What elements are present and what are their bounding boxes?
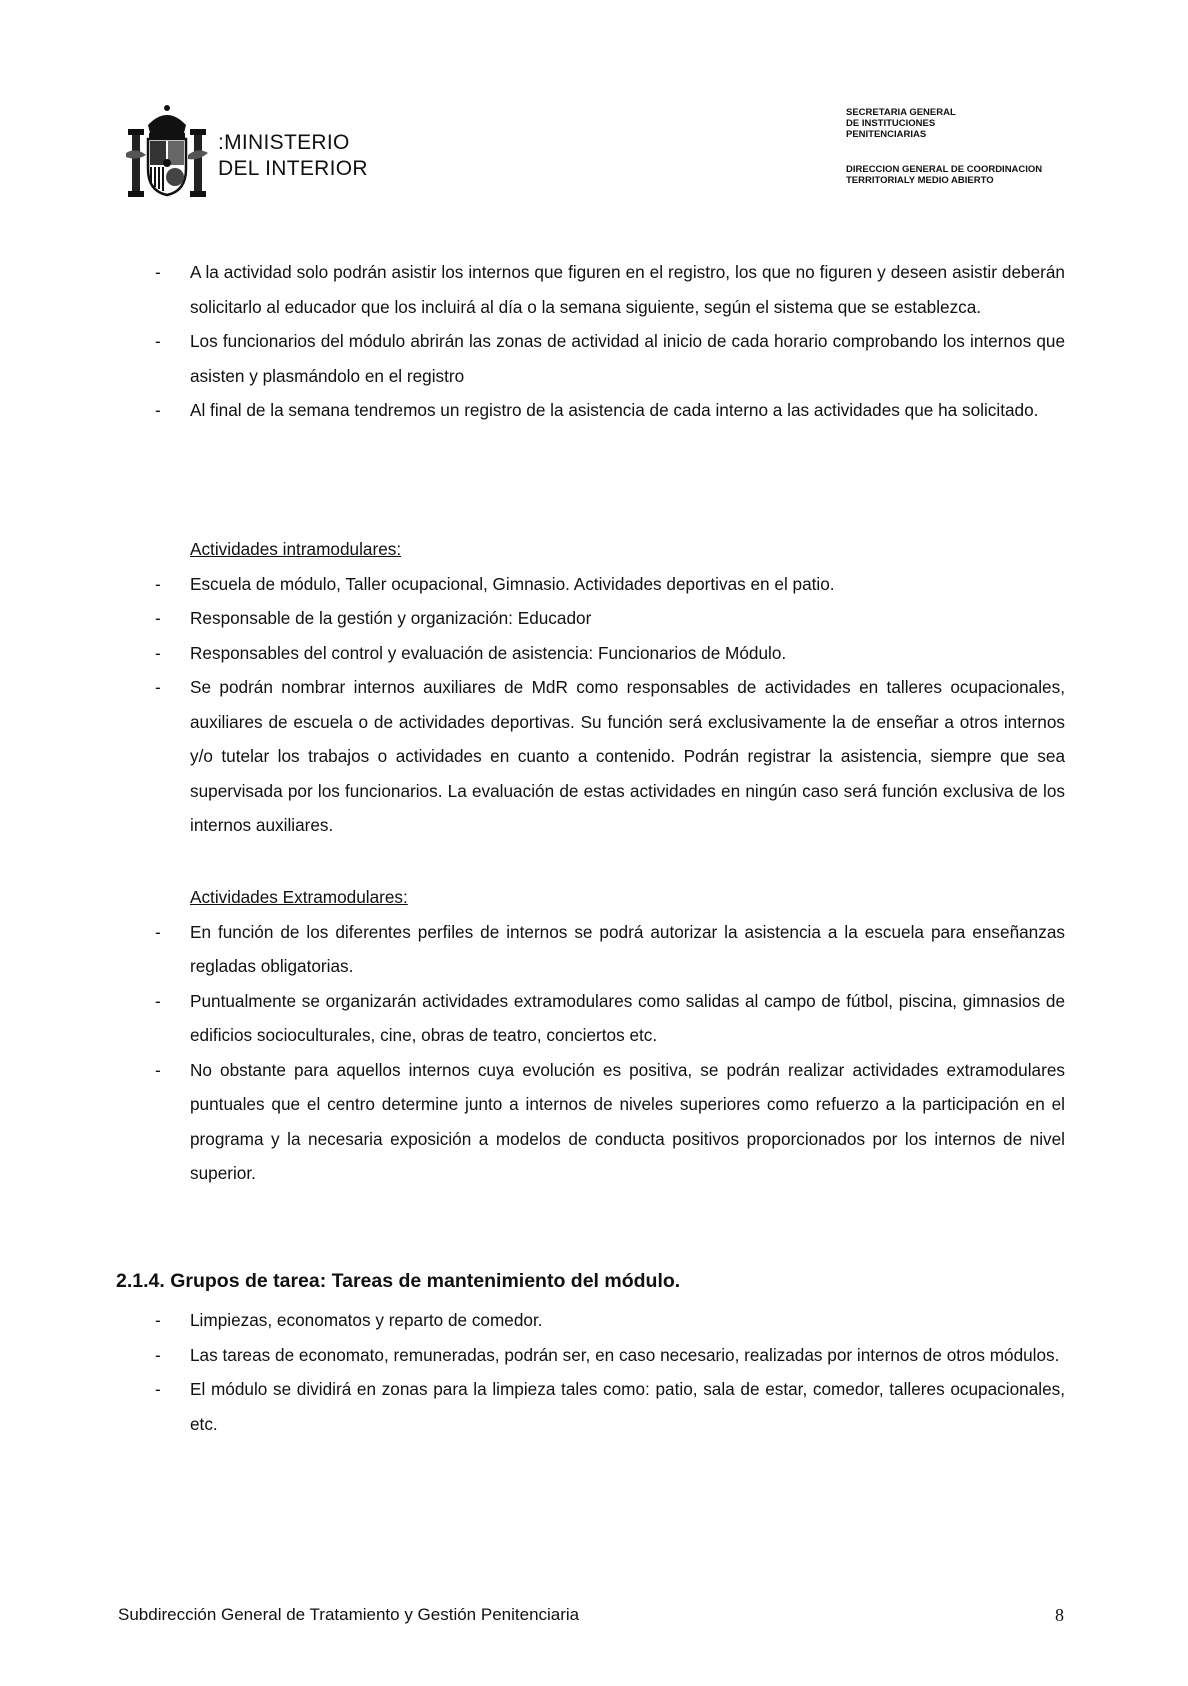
secretaria-line-3: PENITENCIARIAS: [846, 129, 927, 140]
list-item: - A la actividad solo podrán asistir los internos que figuren en el registro, los que no figuren y deseen asistir deberán solicitarlo al educador que los incluirá al día o la semana siguiente, según el sistema que se establezca.: [155, 262, 1065, 317]
secretaria-line-2: DE INSTITUCIONES: [846, 118, 936, 129]
list-item: - Se podrán nombrar internos auxiliares de MdR como responsables de actividades en talleres ocupacionales, auxiliares de escuela o de actividades deportivas. Su función será exclusivamente la de enseñar a otros internos y/o tutelar los trabajos o actividades en cuanto a contenido. Podrán registrar la asistencia, siempre que sea supervisada por los funcionarios. La evaluación de estas actividades en ningún caso será función exclusiva de los internos auxiliares.: [155, 677, 1065, 835]
direccion-line-2: TERRITORIALY MEDIO ABIERTO: [846, 175, 994, 186]
intramodular-activities: [150, 532, 1065, 843]
list-item: - En función de los diferentes perfiles de internos se podrá autorizar la asistencia a la escuela para enseñanzas regladas obligatorias.: [155, 921, 1065, 976]
ministry-line-2: DEL INTERIOR: [218, 157, 368, 180]
list-item: - El módulo se dividirá en zonas para la limpieza tales como: patio, sala de estar, comedor, talleres ocupacionales, etc.: [155, 1379, 1065, 1434]
ministry-name: [218, 130, 368, 182]
intramodular-title: Actividades intramodulares:: [190, 539, 402, 559]
header-right-block: [846, 107, 1042, 186]
direccion-line-1: DIRECCION GENERAL DE COORDINACION: [846, 164, 1043, 175]
list-item: - Responsable de la gestión y organización: Educador: [155, 608, 592, 628]
list-item: - Las tareas de economato, remuneradas, podrán ser, en caso necesario, realizadas por internos de otros módulos.: [155, 1344, 1060, 1365]
list-item: - Responsables del control y evaluación de asistencia: Funcionarios de Módulo.: [155, 642, 787, 663]
extramodular-activities: [150, 880, 1065, 1191]
page-number: 8: [1055, 1605, 1064, 1625]
page-footer: [118, 1605, 1064, 1625]
extramodular-title: Actividades Extramodulares:: [190, 887, 408, 907]
secretaria-line-1: SECRETARIA GENERAL: [846, 107, 956, 118]
list-item: - Los funcionarios del módulo abrirán las zonas de actividad al inicio de cada horario comprobando los internos que asisten y plasmándolo en el registro: [155, 331, 1065, 386]
list-item: - Limpiezas, economatos y reparto de comedor.: [155, 1310, 543, 1330]
ministry-line-1: :MINISTERIO: [218, 131, 350, 154]
maintenance-tasks-list: [150, 1303, 1065, 1441]
section-heading: 2.1.4. Grupos de tarea: Tareas de mantenimiento del módulo.: [116, 1270, 681, 1292]
attendance-rules-list: [150, 255, 1065, 428]
list-item: - Escuela de módulo, Taller ocupacional, Gimnasio. Actividades deportivas en el patio.: [155, 573, 835, 594]
list-item: - Puntualmente se organizarán actividades extramodulares como salidas al campo de fútbol, piscina, gimnasios de edificios socioculturales, cine, obras de teatro, conciertos etc.: [155, 990, 1065, 1045]
footer-text: Subdirección General de Tratamiento y Gestión Penitenciaria: [118, 1605, 580, 1624]
list-item: - Al final de la semana tendremos un registro de la asistencia de cada interno a las actividades que ha solicitado.: [155, 400, 1039, 420]
spanish-coat-of-arms-icon: [118, 103, 216, 201]
list-item: - No obstante para aquellos internos cuya evolución es positiva, se podrán realizar actividades extramodulares puntuales que el centro determine junto a internos de niveles superiores como refuerzo a la participación en el programa y la necesaria exposición a modelos de conducta positivos proporcionados por los internos de nivel superior.: [155, 1059, 1065, 1183]
